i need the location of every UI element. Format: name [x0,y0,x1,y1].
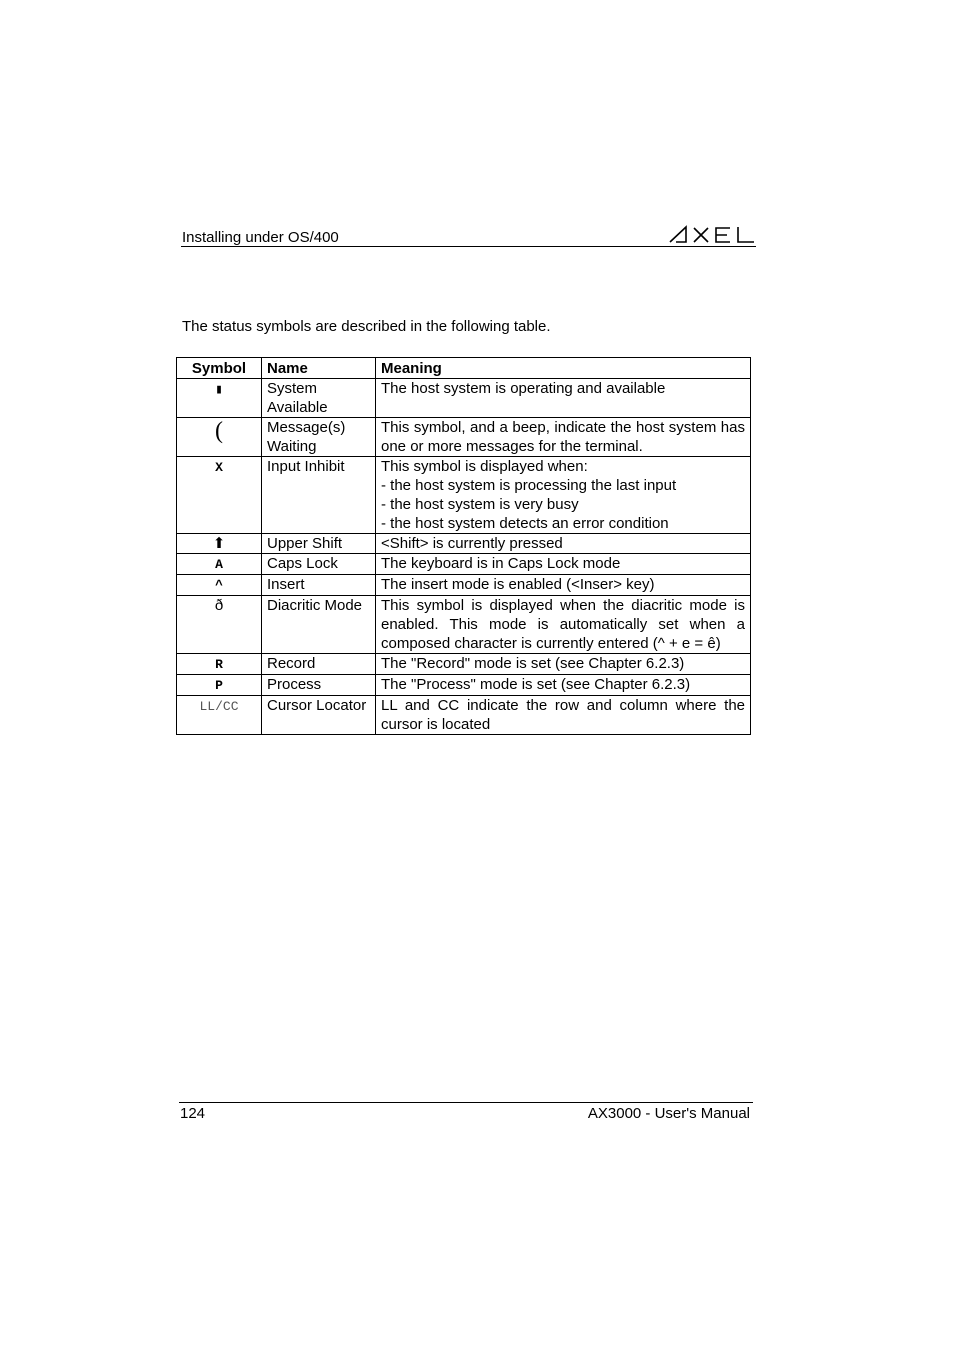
row-name: Upper Shift [262,534,376,554]
intro-text: The status symbols are described in the following table. [182,318,551,335]
row-meaning [376,457,751,534]
meaning-line: - the host system is very busy [381,496,579,513]
page-header [181,222,756,247]
svg-text:AXEL: AXEL [668,224,671,225]
row-meaning: This symbol, and a beep, indicate the host system has one or more messages for the terminal. [376,418,751,457]
table-row [177,554,751,575]
table-row [177,596,751,654]
table-row [177,418,751,457]
process-icon: P [215,678,223,693]
insert-caret-icon: ^ [215,578,223,593]
row-meaning: The insert mode is enabled (<Inser> key) [376,575,751,596]
row-meaning: The "Record" mode is set (see Chapter 6.2.3) [376,654,751,675]
input-inhibit-icon: X [215,460,223,475]
header-title: Installing under OS/400 [182,229,339,246]
cursor-locator-icon: LL/CC [199,699,239,714]
diacritic-mode-icon: ð [214,597,224,614]
row-name: Record [262,654,376,675]
meaning-line: - the host system detects an error condition [381,515,669,532]
row-name: Caps Lock [262,554,376,575]
row-meaning: The keyboard is in Caps Lock mode [376,554,751,575]
table-row [177,575,751,596]
table-row [177,675,751,696]
manual-title: AX3000 - User's Manual [587,1105,750,1122]
caps-lock-icon: A [215,557,223,572]
row-meaning: <Shift> is currently pressed [376,534,751,554]
row-name: Insert [262,575,376,596]
column-header-name: Name [262,358,376,379]
table-row [177,379,751,418]
row-name: Cursor Locator [262,696,376,735]
table-row [177,696,751,735]
axel-logo [668,224,756,244]
column-header-meaning: Meaning [376,358,751,379]
table-row [177,654,751,675]
page-footer [179,1102,753,1122]
record-icon: R [215,657,223,672]
row-name: Message(s) Waiting [262,418,376,457]
row-name: Process [262,675,376,696]
row-name: Input Inhibit [262,457,376,534]
row-name: System Available [262,379,376,418]
row-name: Diacritic Mode [262,596,376,654]
table-header-row [177,358,751,379]
column-header-symbol: Symbol [177,358,262,379]
page-number: 124 [180,1105,206,1122]
row-meaning: The "Process" mode is set (see Chapter 6.2.3) [376,675,751,696]
row-meaning: This symbol is displayed when the diacritic mode is enabled. This mode is automatically set when a composed character is currently entered (^ + e = ê) [376,596,751,654]
status-symbols-table [176,357,751,735]
table-row [177,534,751,554]
message-waiting-icon: ( [215,418,223,444]
row-meaning: The host system is operating and available [376,379,751,418]
meaning-line: - the host system is processing the last input [381,477,677,494]
meaning-line: This symbol is displayed when: [381,458,588,475]
row-meaning: LL and CC indicate the row and column where the cursor is located [376,696,751,735]
system-available-icon: ▮ [215,382,223,397]
table-row [177,457,751,534]
upper-shift-arrow-icon: ⬆ [212,535,226,552]
